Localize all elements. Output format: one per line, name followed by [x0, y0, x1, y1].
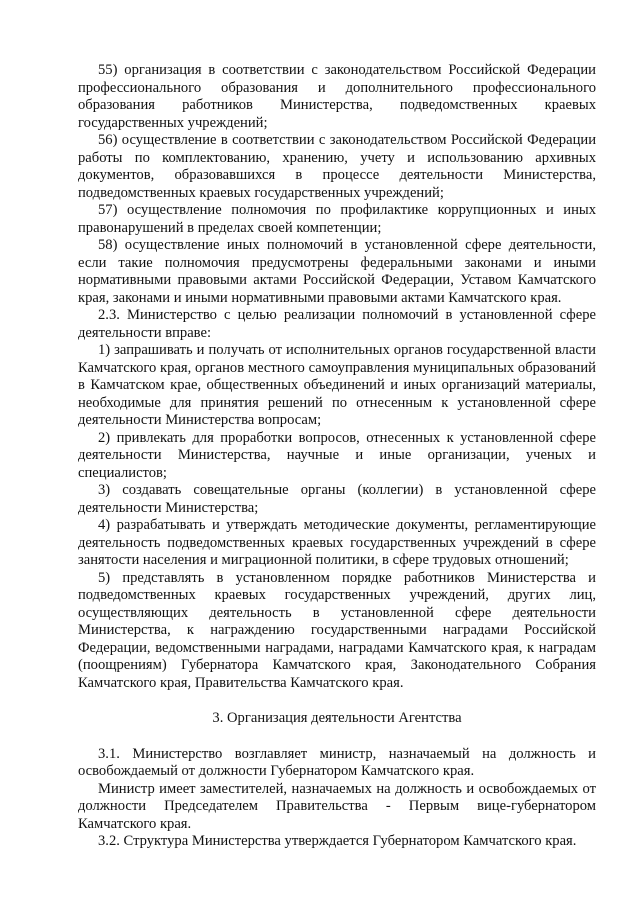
- spacer: [78, 692, 596, 710]
- paragraph-2-3: 2.3. Министерство с целью реализации полномочий в установленной сфере деятельности вправе:: [78, 307, 596, 341]
- paragraph-item-58: 58) осуществление иных полномочий в установленной сфере деятельности, если такие полномочия предусмотрены федеральными законами и иными нормативными правовыми актами Российской Федерации, Уставом Камчатского края, законами и иными нормативными правовыми актами Камчатского края.: [78, 237, 596, 306]
- document-page: [78, 62, 596, 851]
- paragraph-3-2: 3.2. Структура Министерства утверждается Губернатором Камчатского края.: [98, 833, 577, 849]
- paragraph-item-57: 57) осуществление полномочия по профилактике коррупционных и иных правонарушений в пределах своей компетенции;: [78, 202, 596, 236]
- paragraph-item-55: 55) организация в соответствии с законодательством Российской Федерации профессионального образования и дополнительного профессионального образования работников Министерства, подведомственных краевых государственных учреждений;: [78, 62, 596, 131]
- paragraph-right-2: 2) привлекать для проработки вопросов, отнесенных к установленной сфере деятельности Министерства, научные и иные организации, ученых и специалистов;: [78, 429, 596, 481]
- paragraph-deputies: Министр имеет заместителей, назначаемых на должность и освобождаемых от должности Председателем Правительства - Первым вице-губернатором Камчатского края.: [78, 780, 596, 832]
- section-heading: 3. Организация деятельности Агентства: [212, 710, 462, 726]
- paragraph-right-1: 1) запрашивать и получать от исполнительных органов государственной власти Камчатского края, органов местного самоуправления муниципальных образований в Камчатском крае, общественных объединений и иных организаций материалы, необходимые для принятия решений по отнесенным к установленной сфере деятельности Министерства вопросам;: [78, 342, 596, 428]
- paragraph-3-1: 3.1. Министерство возглавляет министр, назначаемый на должность и освобождаемый от должности Губернатором Камчатского края.: [78, 745, 596, 779]
- spacer: [78, 728, 596, 746]
- paragraph-right-3: 3) создавать совещательные органы (коллегии) в установленной сфере деятельности Министерства;: [78, 482, 596, 516]
- paragraph-right-5: 5) представлять в установленном порядке работников Министерства и подведомственных краевых государственных учреждений, других лиц, осуществляющих деятельность в установленной сфере деятельности Министерства, к награждению государственными наградами Российской Федерации, ведомственными наградами, наградами Камчатского края, к наградам (поощрениям) Губернатора Камчатского края, Законодательного Собрания Камчатского края, Правительства Камчатского края.: [78, 569, 596, 691]
- paragraph-item-56: 56) осуществление в соответствии с законодательством Российской Федерации работы по комплектованию, хранению, учету и использованию архивных документов, образовавшихся в процессе деятельности Министерства, подведомственных краевых государственных учреждений;: [78, 132, 596, 201]
- paragraph-right-4: 4) разрабатывать и утверждать методические документы, регламентирующие деятельность подведомственных краевых государственных учреждений в сфере занятости населения и миграционной политики, в сфере трудовых отношений;: [78, 517, 596, 568]
